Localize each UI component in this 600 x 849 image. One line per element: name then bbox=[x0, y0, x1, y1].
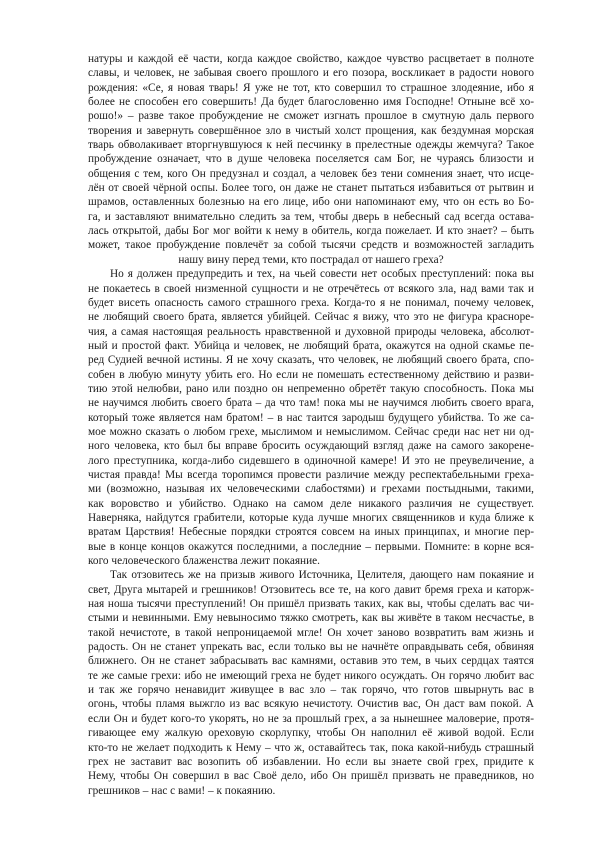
text-line: может, такое пробуждение повлечёт за собой тысячи средств и возможностей загладить bbox=[88, 239, 534, 252]
text-line: и так же горячо ненавидит живущее в вас зло – так горячо, что готов швырнуть вас в bbox=[88, 684, 534, 697]
text-line: не любящий своего брата, является убийцей. Сейчас я вижу, что это не фигура красноре- bbox=[88, 311, 534, 324]
text-line: грешников – нас с вами! – к покаянию. bbox=[88, 784, 276, 797]
text-line: тварь обволакивает вторгнувшуюся к ней песчинку в прелестные одежды жемчуга? Такое bbox=[88, 139, 534, 152]
text-line: рошо!» – разве такое пробуждение не сможет изгнать прошлое в смутную даль первого bbox=[88, 110, 534, 123]
text-line: не научимся любить своего брата – да что там! пока мы не научимся любить своего врага, bbox=[88, 397, 534, 410]
text-line: тию этой нелюбви, рано или поздно он непременно обретёт такую способность. Пока мы bbox=[88, 382, 534, 395]
text-line: ред Судией вечной истины. Я не хочу сказать, что человек, не любящий своего брата, спо- bbox=[88, 354, 534, 367]
text-line: как воровство и убийство. Однако на самом деле никакого различия не существует. bbox=[88, 497, 534, 510]
text-line: натуры и каждой её части, когда каждое свойство, каждое чувство расцветает в полноте bbox=[88, 53, 534, 65]
text-line: мое можно сказать о любом грехе, мыслимом и немыслимом. Сейчас среди нас нет ни од- bbox=[88, 425, 534, 438]
text-line: гивающее ему жалкую ореховую скорлупку, чтобы Он наполнил её живой водой. Если bbox=[88, 727, 534, 740]
paragraph-1 bbox=[88, 52, 534, 267]
text-line: кого человеческого блаженства лежит покаяние. bbox=[88, 555, 320, 568]
text-line: Но я должен предупредить и тех, на чьей совести нет особых преступлений: пока вы bbox=[110, 268, 534, 281]
text-line: творения и завернуть совершённое зло в чистый холст прощения, как бездумная морская bbox=[88, 124, 534, 137]
text-line: чия, а самая настоящая реальность нравственной и духовной природы человека, абсолют- bbox=[88, 325, 534, 338]
text-line: ми (возможно, называя их человеческими слабостями) и грехами постыдными, такими, bbox=[88, 483, 534, 496]
text-line: вратам Царствия! Небесные порядки строятся совсем на иных принципах, и многие пер- bbox=[88, 526, 534, 539]
text-line: кто-то не желает подходить к Нему – что ж, оставайтесь так, пока какой-нибудь страшный bbox=[88, 741, 534, 754]
text-line: ного человека, кто был бы вправе бросить осуждающий взгляд даже на самого закорене- bbox=[88, 440, 534, 453]
text-line: ный и простой факт. Убийца и человек, не любящий брата, окажутся на одной скамье пе- bbox=[88, 339, 534, 352]
document-page bbox=[88, 52, 534, 798]
text-line: который тоже является нам братом! – в нас таится зародыш будущего убийства. То же са- bbox=[88, 411, 534, 424]
text-line: более не способен его совершить! Да будет благословенно имя Господне! Отныне всё хо- bbox=[88, 96, 534, 109]
text-line: чистая правда! Мы всегда торопимся провести различие между респектабельными греха- bbox=[88, 468, 534, 481]
paragraph-3 bbox=[88, 568, 534, 798]
text-line: не покаетесь в своей низменной сущности и не отречётесь от всякого зла, над вами так и bbox=[88, 282, 534, 295]
text-line: если Он и будет кого-то укорять, но не за прошлый грех, а за нынешнее маловерие, протя- bbox=[88, 712, 534, 725]
text-line: шрамов, оставленных болезнью на его лице, ибо они напоминают ему, что он есть во Бо- bbox=[88, 196, 534, 209]
text-line: лого преступника, когда-либо сидевшего в одиночной камере! И это не преувеличение, а bbox=[88, 454, 534, 467]
text-line: нашу вину перед теми, кто пострадал от нашего греха? bbox=[178, 253, 444, 266]
text-line: грех не заставит вас возопить об избавлении. Но если вы знаете свой грех, придите к bbox=[88, 755, 534, 768]
paragraph-2 bbox=[88, 267, 534, 568]
text-line: будет висеть опасность самого страшного греха. Когда-то я не понимал, почему человек, bbox=[88, 296, 534, 309]
text-line: га, и заставляют внимательно следить за тем, чтобы дверь в небесный сад всегда остава- bbox=[88, 210, 534, 223]
text-line: свет, Друга мытарей и грешников! Отзовитесь все те, на кого давит бремя греха и каторж- bbox=[88, 583, 534, 596]
text-line: собен в любую минуту убить его. Но если не помешать естественному действию и разви- bbox=[88, 368, 534, 381]
text-line: ная ноша тысячи преступлений! Он пришёл призвать таких, как вы, чтобы сделать вас чи- bbox=[88, 598, 534, 611]
text-line: ближнего. Он не станет забрасывать вас камнями, оставив это тем, в чьих сердцах таятся bbox=[88, 655, 534, 668]
text-line: Нему, чтобы Он совершил в вас Своё дело, ибо Он пришёл призвать не праведников, но bbox=[88, 770, 534, 783]
text-line: те же самые грехи: ибо не имеющий греха не будет никого осуждать. Он горячо любит вас bbox=[88, 669, 534, 682]
text-line: славы, и человек, не забывая своего прошлого и его позора, воскликает в радости нового bbox=[88, 67, 534, 80]
text-line: радость. Он не станет упрекать вас, если только вы не начнёте оправдывать себя, обвиняя bbox=[88, 641, 534, 654]
text-line: вые в конце концов окажутся последними, а последние – первыми. Помните: в корне вся- bbox=[88, 540, 534, 553]
text-line: лась открытой, дабы Бог мог войти к нему в обитель, когда пожелает. И кто знает? – быть bbox=[88, 225, 534, 238]
text-line: рождения: «Се, я новая тварь! Я уже не тот, кто совершил то страшное злодеяние, ибо я bbox=[88, 81, 534, 94]
text-line: лён от своей чёрной оспы. Более того, он даже не станет пытаться избавиться от рытвин и bbox=[88, 182, 534, 195]
text-line: Наверняка, найдутся грабители, которые куда лучше многих священников и куда ближе к bbox=[88, 512, 534, 524]
text-line: огонь, чтобы пламя выжгло из вас всякую нечистоту. Очистив вас, Он даст вам покой. А bbox=[88, 698, 534, 711]
text-line: Так отзовитесь же на призыв живого Источника, Целителя, дающего нам покаяние и bbox=[110, 569, 534, 582]
text-line: пробуждение означает, что в душе человека поселяется сам Бог, не чураясь близости и bbox=[88, 153, 534, 166]
text-line: такой нечистоте, в такой непроницаемой мгле! Он хочет заново возвратить вам жизнь и bbox=[88, 626, 534, 639]
text-line: стыми и невинными. Ему невыносимо тяжко смотреть, как вы живёте в таком несчастье, в bbox=[88, 612, 534, 625]
text-line: общения с тем, кого Он предузнал и создал, а человек без тени сомнения знает, что исце- bbox=[88, 167, 534, 180]
